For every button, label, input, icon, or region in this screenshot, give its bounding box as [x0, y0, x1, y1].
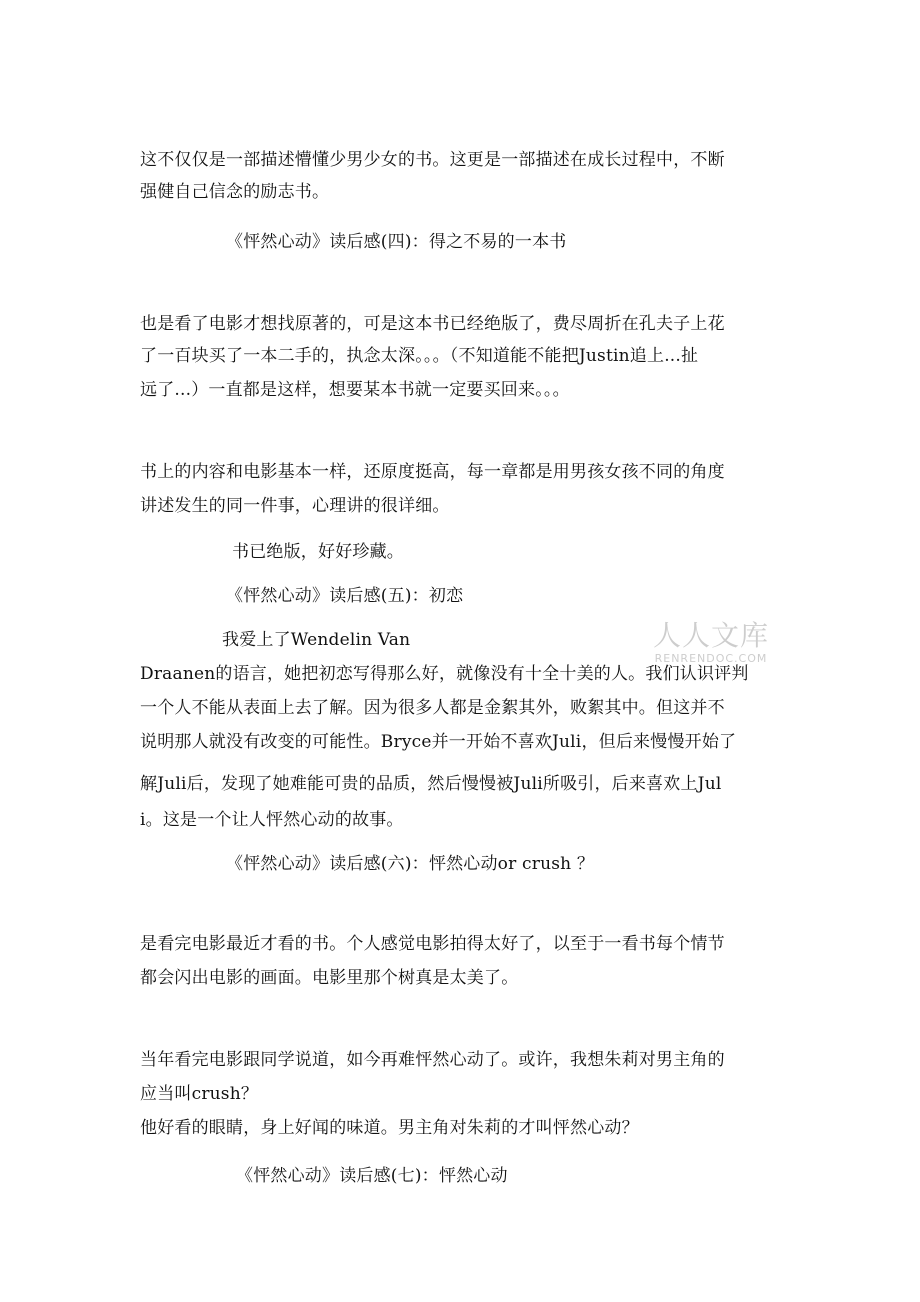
- heading-review-4: 《怦然心动》读后感(四)：得之不易的一本书: [226, 232, 567, 252]
- paragraph-1-line-1: 这不仅仅是一部描述懵懂少男少女的书。这更是一部描述在成长过程中，不断: [140, 150, 725, 170]
- paragraph-7-line-3: 他好看的眼睛，身上好闻的味道。男主角对朱莉的才叫怦然心动？: [140, 1118, 639, 1138]
- watermark-title: 人人文库: [652, 619, 769, 652]
- paragraph-7-line-1: 当年看完电影跟同学说道，如今再难怦然心动了。或许，我想朱莉对男主角的: [140, 1050, 725, 1070]
- paragraph-5-line-6: i。这是一个让人怦然心动的故事。: [140, 810, 404, 830]
- paragraph-7-line-2: 应当叫crush？: [140, 1084, 259, 1104]
- paragraph-5-line-5: 解Juli后，发现了她难能可贵的品质，然后慢慢被Juli所吸引，后来喜欢上Jul: [140, 774, 722, 794]
- paragraph-3-line-2: 讲述发生的同一件事，心理讲的很详细。: [140, 496, 450, 516]
- paragraph-5-line-1: 我爱上了Wendelin Van: [222, 630, 411, 650]
- paragraph-2-line-3: 远了...）一直都是这样，想要某本书就一定要买回来。。。: [140, 380, 570, 400]
- watermark-subtitle: RENRENDOC.COM: [654, 652, 768, 665]
- paragraph-6-line-1: 是看完电影最近才看的书。个人感觉电影拍得太好了，以至于一看书每个情节: [140, 934, 725, 954]
- paragraph-5-line-4: 说明那人就没有改变的可能性。Bryce并一开始不喜欢Juli，但后来慢慢开始了: [140, 732, 737, 752]
- paragraph-2-line-1: 也是看了电影才想找原著的，可是这本书已经绝版了，费尽周折在孔夫子上花: [140, 314, 725, 334]
- paragraph-6-line-2: 都会闪出电影的画面。电影里那个树真是太美了。: [140, 968, 519, 988]
- paragraph-5-line-2: Draanen的语言，她把初恋写得那么好，就像没有十全十美的人。我们认识评判: [140, 664, 749, 684]
- heading-review-5: 《怦然心动》读后感(五)：初恋: [226, 586, 464, 606]
- paragraph-1-line-2: 强健自己信念的励志书。: [140, 182, 330, 202]
- watermark-logo: [646, 620, 776, 672]
- paragraph-2-line-2: 了一百块买了一本二手的，执念太深。。。（不知道能不能把Justin追上...扯: [140, 346, 699, 366]
- heading-review-6: 《怦然心动》读后感(六)：怦然心动or crush ？: [226, 854, 595, 874]
- heading-review-7: 《怦然心动》读后感(七)：怦然心动: [236, 1166, 508, 1186]
- paragraph-4: 书已绝版，好好珍藏。: [232, 542, 404, 562]
- paragraph-3-line-1: 书上的内容和电影基本一样，还原度挺高，每一章都是用男孩女孩不同的角度: [140, 462, 725, 482]
- paragraph-5-line-3: 一个人不能从表面上去了解。因为很多人都是金絮其外，败絮其中。但这并不: [140, 698, 725, 718]
